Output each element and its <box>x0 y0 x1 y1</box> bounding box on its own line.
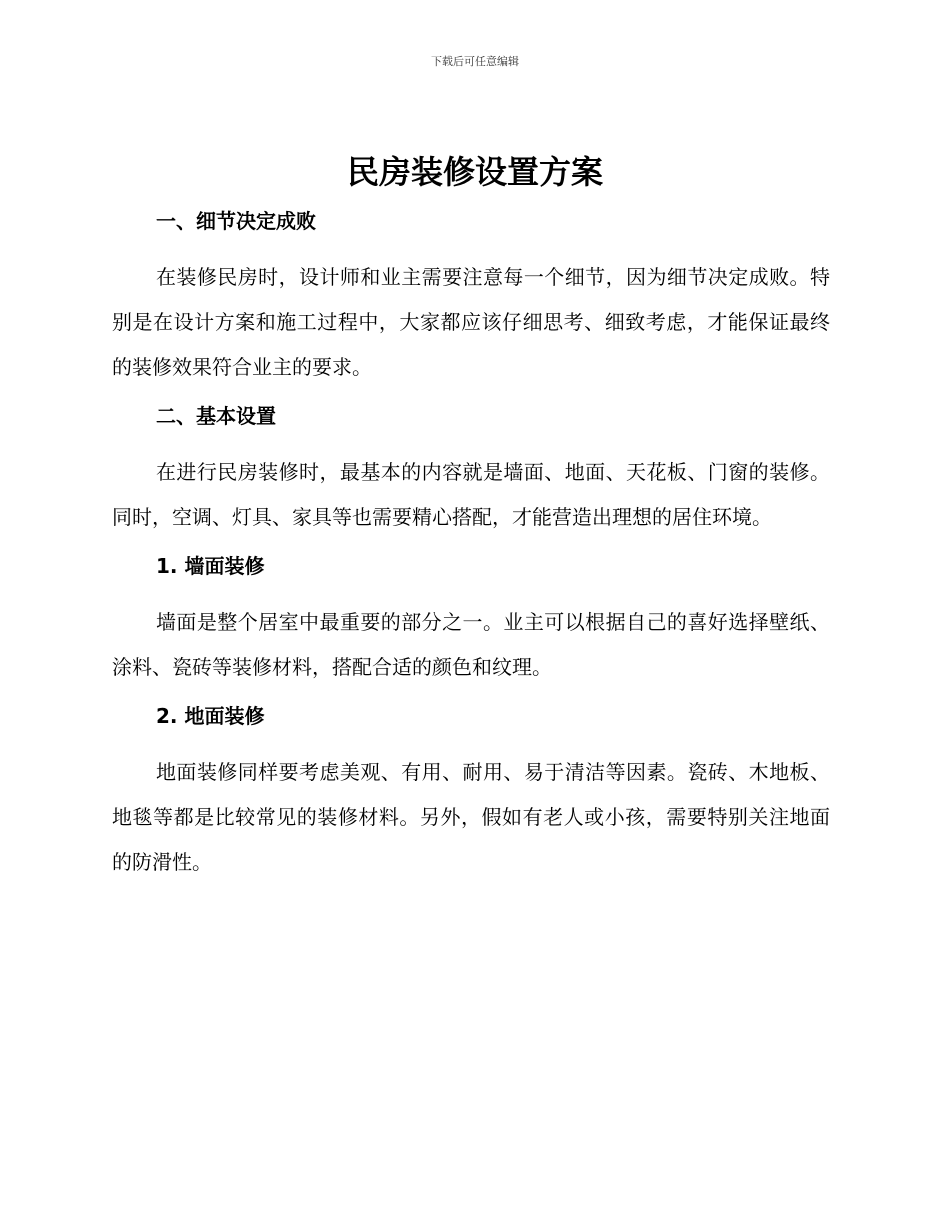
section-paragraph-details: 在装修民房时，设计师和业主需要注意每一个细节，因为细节决定成败。特别是在设计方案和施工过程中，大家都应该仔细思考、细致考虑，才能保证最终的装修效果符合业主的要求。 <box>112 265 830 379</box>
section-paragraph-wall: 墙面是整个居室中最重要的部分之一。业主可以根据自己的喜好选择壁纸、涂料、瓷砖等装修材料，搭配合适的颜色和纹理。 <box>112 610 830 679</box>
section-heading-floor: 2. 地面装修 <box>156 704 265 728</box>
document-title: 民房装修设置方案 <box>346 153 603 191</box>
section-heading-details: 一、细节决定成败 <box>156 209 316 233</box>
section-paragraph-floor: 地面装修同样要考虑美观、有用、耐用、易于清洁等因素。瓷砖、木地板、地毯等都是比较常见的装修材料。另外，假如有老人或小孩，需要特别关注地面的防滑性。 <box>112 760 830 874</box>
section-paragraph-basic-setup: 在进行民房装修时，最基本的内容就是墙面、地面、天花板、门窗的装修。同时，空调、灯具、家具等也需要精心搭配，才能营造出理想的居住环境。 <box>112 460 830 529</box>
document-body <box>112 205 830 885</box>
section-heading-basic-setup: 二、基本设置 <box>156 404 276 428</box>
section-heading-wall: 1. 墙面装修 <box>156 554 265 578</box>
page-header-note: 下载后可任意编辑 <box>431 55 519 68</box>
